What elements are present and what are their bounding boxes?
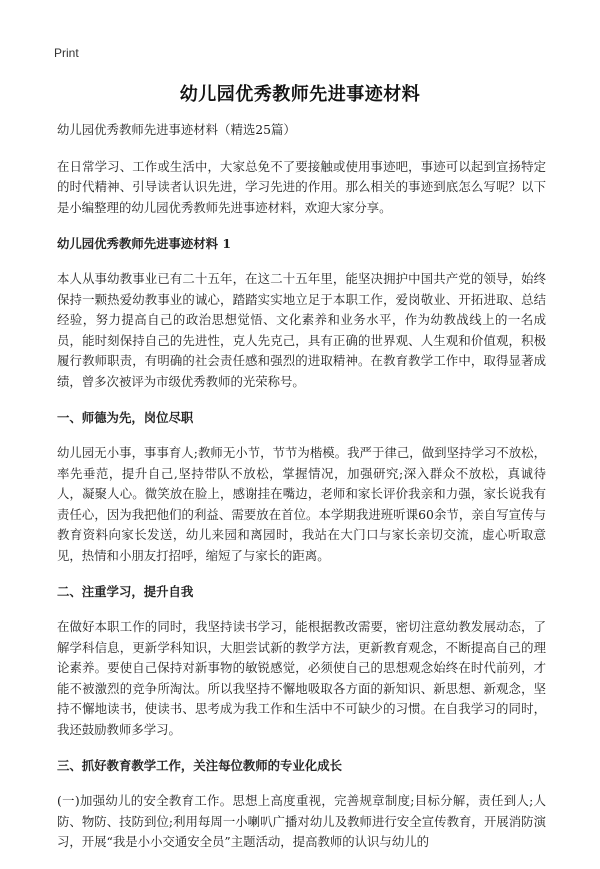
- document-subtitle: 幼儿园优秀教师先进事迹材料（精选25篇）: [57, 122, 296, 137]
- section-heading: 三、抓好教育教学工作，关注每位教师的专业化成长: [57, 758, 342, 773]
- section-heading: 幼儿园优秀教师先进事迹材料 1: [57, 236, 232, 251]
- section-heading: 二、注重学习，提升自我: [57, 584, 194, 599]
- body-paragraph: (一)加强幼儿的安全教育工作。思想上高度重视，完善规章制度;目标分解，责任到人;人防、物防、技防到位;利用每周一小喇叭广播对幼儿及教师进行安全宣传教育，开展消防演习，开展“我是小小交通安全员”主题活动，提高教师的认识与幼儿的: [57, 793, 546, 849]
- print-link[interactable]: Print: [54, 46, 79, 60]
- body-paragraph: 本人从事幼教事业已有二十五年，在这二十五年里，能坚决拥护中国共产党的领导，始终保持一颗热爱幼教事业的诚心，踏踏实实地立足于本职工作，爱岗敬业、开拓进取、总结经验，努力提高自己的政治思想觉悟、文化素养和业务水平，作为幼教战线上的一名成员，能时刻保持自己的先进性，克人先克己，具有正确的世界观、人生观和价值观，积极履行教师职责，有明确的社会责任感和强烈的进取精神。在教育教学工作中，取得显著成绩，曾多次被评为市级优秀教师的光荣称号。: [57, 271, 546, 389]
- document-body: [57, 120, 546, 869]
- page-title: 幼儿园优秀教师先进事迹材料: [179, 84, 421, 105]
- body-paragraph: 在做好本职工作的同时，我坚持读书学习，能根据教改需要，密切注意幼教发展动态，了解学科信息，更新学科知识，大胆尝试新的教学方法，更新教育观念，不断提高自己的理论素养。要使自己保持对新事物的敏锐感觉，必须使自己的思想观念始终在时代前列，才能不被激烈的竞争所淘汰。所以我坚持不懈地吸取各方面的新知识、新思想、新观念，坚持不懈地读书，使读书、思考成为我工作和生活中不可缺少的习惯。在自我学习的同时，我还鼓励教师多学习。: [57, 619, 546, 737]
- section-heading: 一、师德为先，岗位尽职: [57, 410, 194, 425]
- intro-paragraph: 在日常学习、工作或生活中，大家总免不了要接触或使用事迹吧，事迹可以起到宣扬特定的时代精神、引导读者认识先进，学习先进的作用。那么相关的事迹到底怎么写呢？以下是小编整理的幼儿园优秀教师先进事迹材料，欢迎大家分享。: [57, 158, 546, 215]
- body-paragraph: 幼儿园无小事，事事育人;教师无小节，节节为楷模。我严于律己，做到坚持学习不放松，率先垂范，提升自己,坚持带队不放松，掌握情况，加强研究;深入群众不放松，真诚待人，凝聚人心。微笑放在脸上，感谢挂在嘴边，老师和家长评价我亲和力强，家长说我有责任心，因为我把他们的利益、需要放在首位。本学期我进班听课60余节，亲自写宣传与教育资料向家长发送，幼儿来园和离园时，我站在大门口与家长亲切交流，虚心听取意见，热情和小朋友打招呼，缩短了与家长的距离。: [57, 445, 546, 563]
